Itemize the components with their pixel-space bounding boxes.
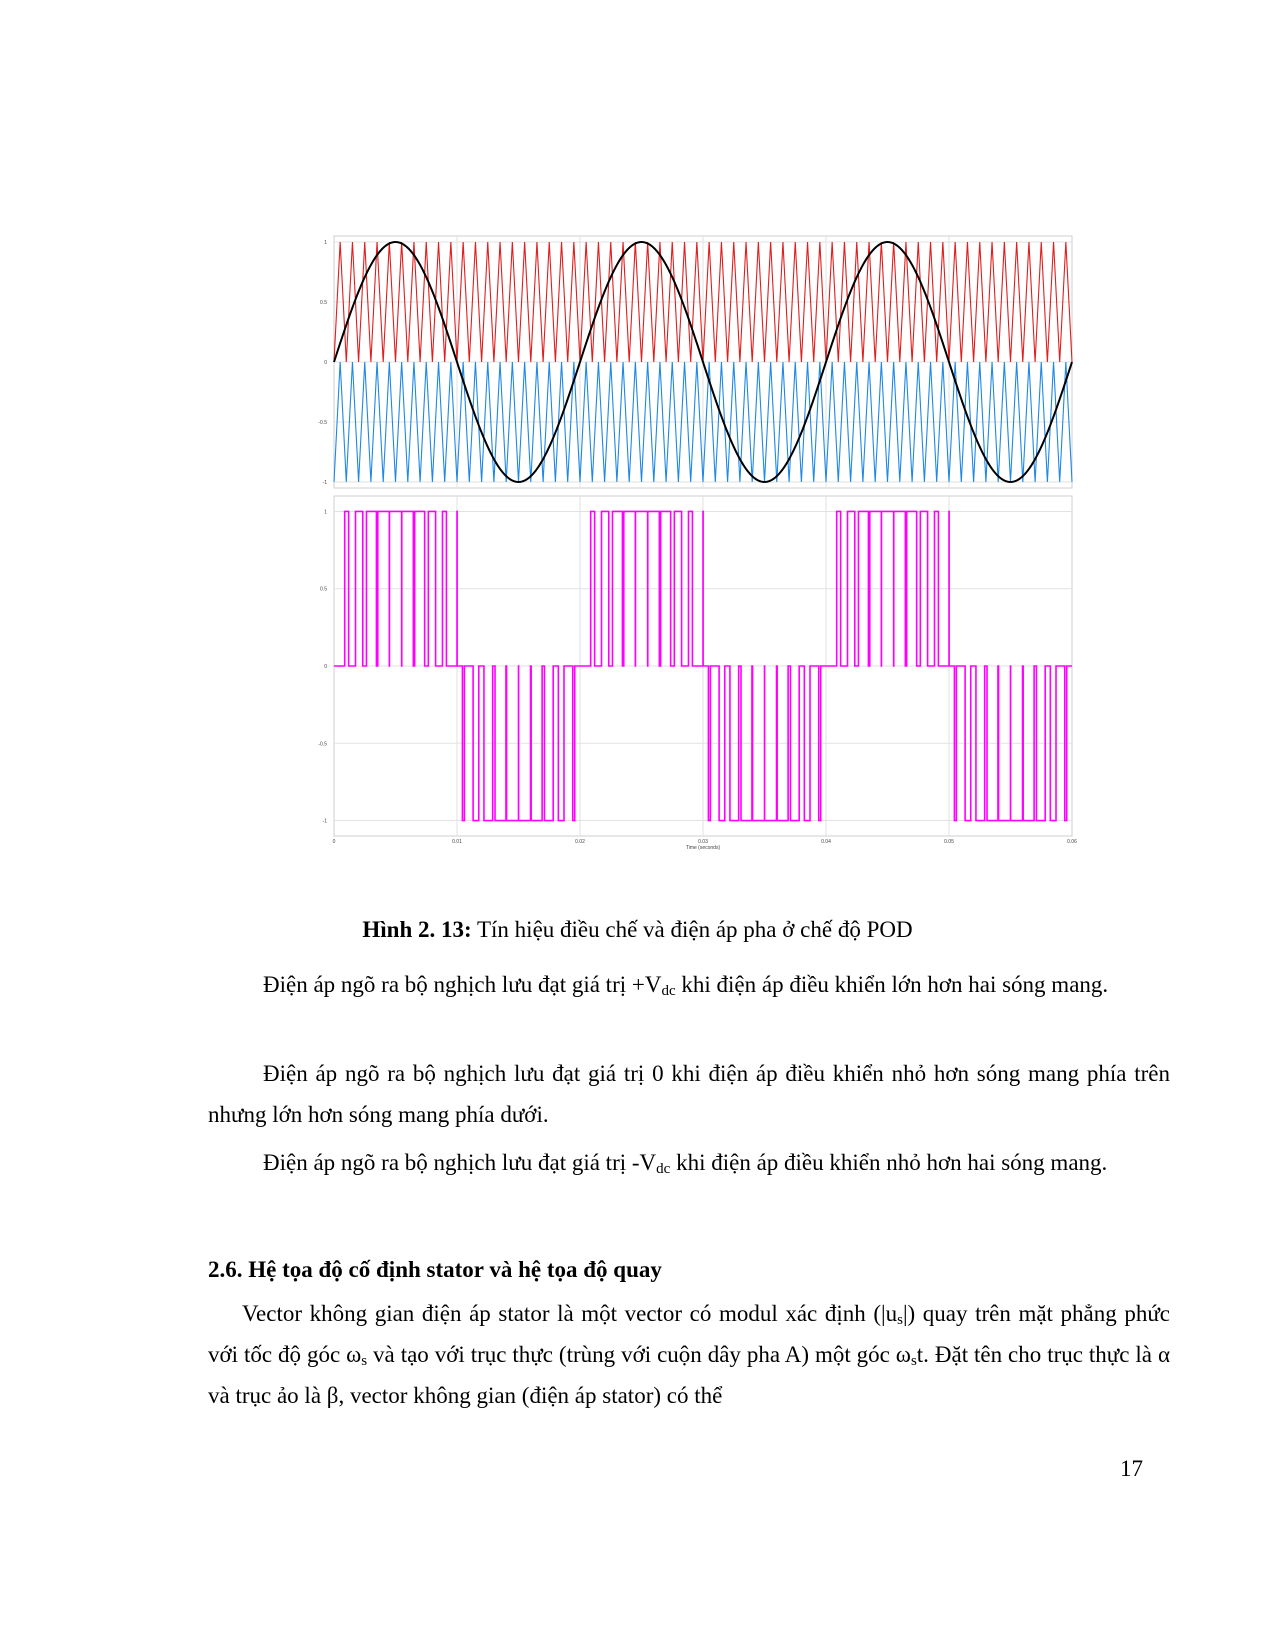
plot2-xtick-label: 0.03: [698, 839, 708, 845]
figure-caption: [0, 915, 1275, 945]
p4-text-c: và tạo với trục thực (trùng với cuộn dây pha A) một góc ω: [367, 1342, 911, 1367]
plot1-ytick-label: -1: [322, 480, 327, 486]
p4-sub3: s: [910, 1353, 917, 1369]
plot2-xlabel: Time (seconds): [685, 845, 721, 851]
paragraph-2: [208, 1053, 1170, 1135]
top-plot-modulation-signals: [318, 236, 1072, 488]
plot2-xtick-label: 0.01: [452, 839, 462, 845]
plot2-xtick-label: 0.04: [821, 839, 831, 845]
plot1-ytick-label: -0.5: [318, 420, 327, 426]
paragraph-1: [208, 964, 1170, 1005]
p4-text-a: Vector không gian điện áp stator là một vector có modul xác định (|u: [242, 1301, 898, 1326]
p4-sub1: s: [897, 1312, 903, 1328]
plot2-ytick-label: -1: [322, 818, 327, 825]
p4-text-b: |) quay trên mặt phẳng phức với tốc độ góc ω: [208, 1301, 1171, 1367]
plot1-ytick-label: 1: [324, 240, 327, 246]
paragraph-3: [208, 1142, 1170, 1183]
p4-text-d: t. Đặt tên cho trục thực là α và trục ảo là β, vector không gian (điện áp stator) có thể: [208, 1342, 1170, 1408]
plot2-ytick-label: -0.5: [318, 741, 327, 748]
p3-sub: dc: [656, 1161, 671, 1177]
plot2-xtick-label: 0.02: [575, 839, 585, 845]
p3-text-a: Điện áp ngõ ra bộ nghịch lưu đạt giá trị -V: [263, 1150, 657, 1175]
plot2-xtick-label: 0.05: [944, 839, 954, 845]
p4-sub2: s: [361, 1353, 368, 1369]
paragraph-4: [208, 1293, 1170, 1416]
plot2-ytick-label: 0: [324, 664, 327, 670]
section-heading: 2.6. Hệ tọa độ cố định stator và hệ tọa độ quay: [208, 1257, 662, 1282]
plot1-ytick-label: 0.5: [320, 300, 327, 306]
p1-text-a: Điện áp ngõ ra bộ nghịch lưu đạt giá trị +V: [263, 972, 662, 997]
p2-text: Điện áp ngõ ra bộ nghịch lưu đạt giá trị 0 khi điện áp điều khiển nhỏ hơn sóng mang phía trên nhưng lớn hơn sóng mang phía dưới.: [208, 1061, 1170, 1127]
plot2-ytick-label: 0.5: [320, 586, 327, 593]
page-number: 17: [1120, 1456, 1143, 1481]
caption-label: Hình 2. 13:: [362, 917, 472, 942]
p3-text-b: khi điện áp điều khiển nhỏ hơn hai sóng mang.: [670, 1150, 1108, 1175]
p1-sub: dc: [661, 983, 676, 999]
plot1-ytick-label: 0: [324, 360, 327, 366]
caption-text: Tín hiệu điều chế và điện áp pha ở chế độ POD: [471, 917, 913, 942]
plot2-ytick-label: 1: [324, 509, 327, 516]
p1-text-b: khi điện áp điều khiển lớn hơn hai sóng mang.: [675, 972, 1109, 997]
plot2-xtick-label: 0.06: [1067, 839, 1077, 845]
plot2-xtick-label: 0: [332, 839, 336, 845]
bottom-plot-phase-voltage: [318, 496, 1077, 851]
